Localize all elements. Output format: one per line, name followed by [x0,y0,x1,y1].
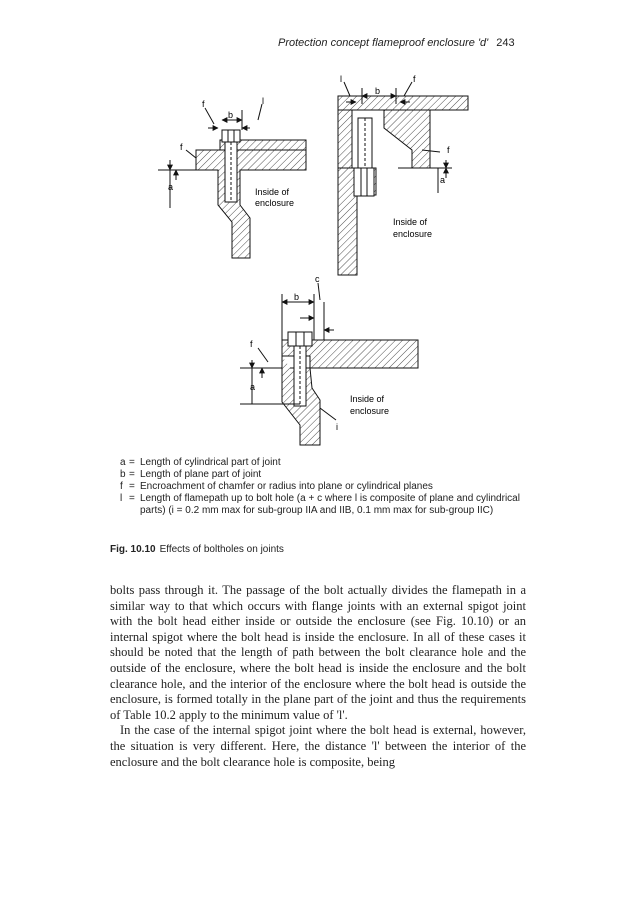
legend-symbol: b [120,469,126,480]
legend-item: b = Length of plane part of joint [120,469,540,481]
legend-item: l = Length of flamepath up to bolt hole (a + c where l is composite of plane and cylindrical parts) (i = 0.2 mm max for sub-group IIA and IIB, 0.1 mm max for sub-group IIC) [120,493,540,517]
label-a-3: a [250,382,256,392]
label-f-2a: f [413,74,416,84]
label-f-1b: f [180,142,183,152]
label-l-2: l [340,74,342,84]
label-f-3: f [250,339,253,349]
body-text [110,583,526,770]
paragraph: bolts pass through it. The passage of the bolt actually divides the flamepath in a similar way to that which occurs with flange joints with an external spigot joint with the bolt head either inside or outside the enclosure (see Fig. 10.10) or an internal spigot where the bolt head is inside the enclosure. In all of these cases it should be noted that the length of path between the bolt clearance hole and the outside of the enclosure, where the bolt head is inside the enclosure and the bolt clearance hole, and the interior of the enclosure where the bolt head is outside the enclosure, is formed totally in the plane part of the joint and thus the requirements of Table 10.2 apply to the minimum value of 'l'. [110,583,526,722]
running-title: Protection concept flameproof enclosure 'd' [278,37,489,49]
diagram-bolt-head-outside-left [158,104,306,258]
legend-item: f = Encroachment of chamfer or radius into plane or cylindrical planes [120,481,540,493]
legend-symbol: f [120,481,123,492]
label-inside-3b: enclosure [350,406,390,416]
label-i-3: i [336,422,338,432]
label-inside-1b: enclosure [255,198,295,208]
legend-text: Length of flamepath up to bolt hole (a + c where l is composite of plane and cylindrical parts) (i = 0.2 mm max for sub-group IIA and IIB, 0.1 mm max for sub-group IIC) [140,493,520,516]
label-a-2: a [440,175,446,185]
page-number: 243 [496,37,515,49]
diagram-internal-spigot [240,283,418,445]
label-b-2: b [375,86,381,96]
legend-text: Length of plane part of joint [140,469,262,480]
label-a-1: a [168,182,174,192]
label-inside-3a: Inside of [350,394,385,404]
label-f-2b: f [447,145,450,155]
figure-caption-text: Effects of boltholes on joints [159,544,284,555]
label-inside-2b: enclosure [393,229,433,239]
legend-text: Encroachment of chamfer or radius into plane or cylindrical planes [140,481,433,492]
legend-symbol: a [120,457,126,468]
diagram-bolt-head-outside-right [338,82,468,275]
label-inside-2a: Inside of [393,217,428,227]
legend-symbol: l [120,493,123,504]
figure-number: Fig. 10.10 [110,544,156,555]
figure-caption [110,544,284,555]
label-l-1: l [262,96,264,106]
label-b-3: b [294,292,300,302]
paragraph: In the case of the internal spigot joint where the bolt head is external, however, the situation is very different. Here, the distance 'l' between the interior of the enclosure and the bolt clearance hole is composite, being [110,723,526,769]
label-inside-1a: Inside of [255,187,290,197]
legend-item: a = Length of cylindrical part of joint [120,457,540,469]
figure-legend [120,457,540,517]
label-b-1: b [228,110,234,120]
legend-text: Length of cylindrical part of joint [140,457,281,468]
label-c-3: c [315,274,320,284]
label-f-1a: f [202,99,205,109]
